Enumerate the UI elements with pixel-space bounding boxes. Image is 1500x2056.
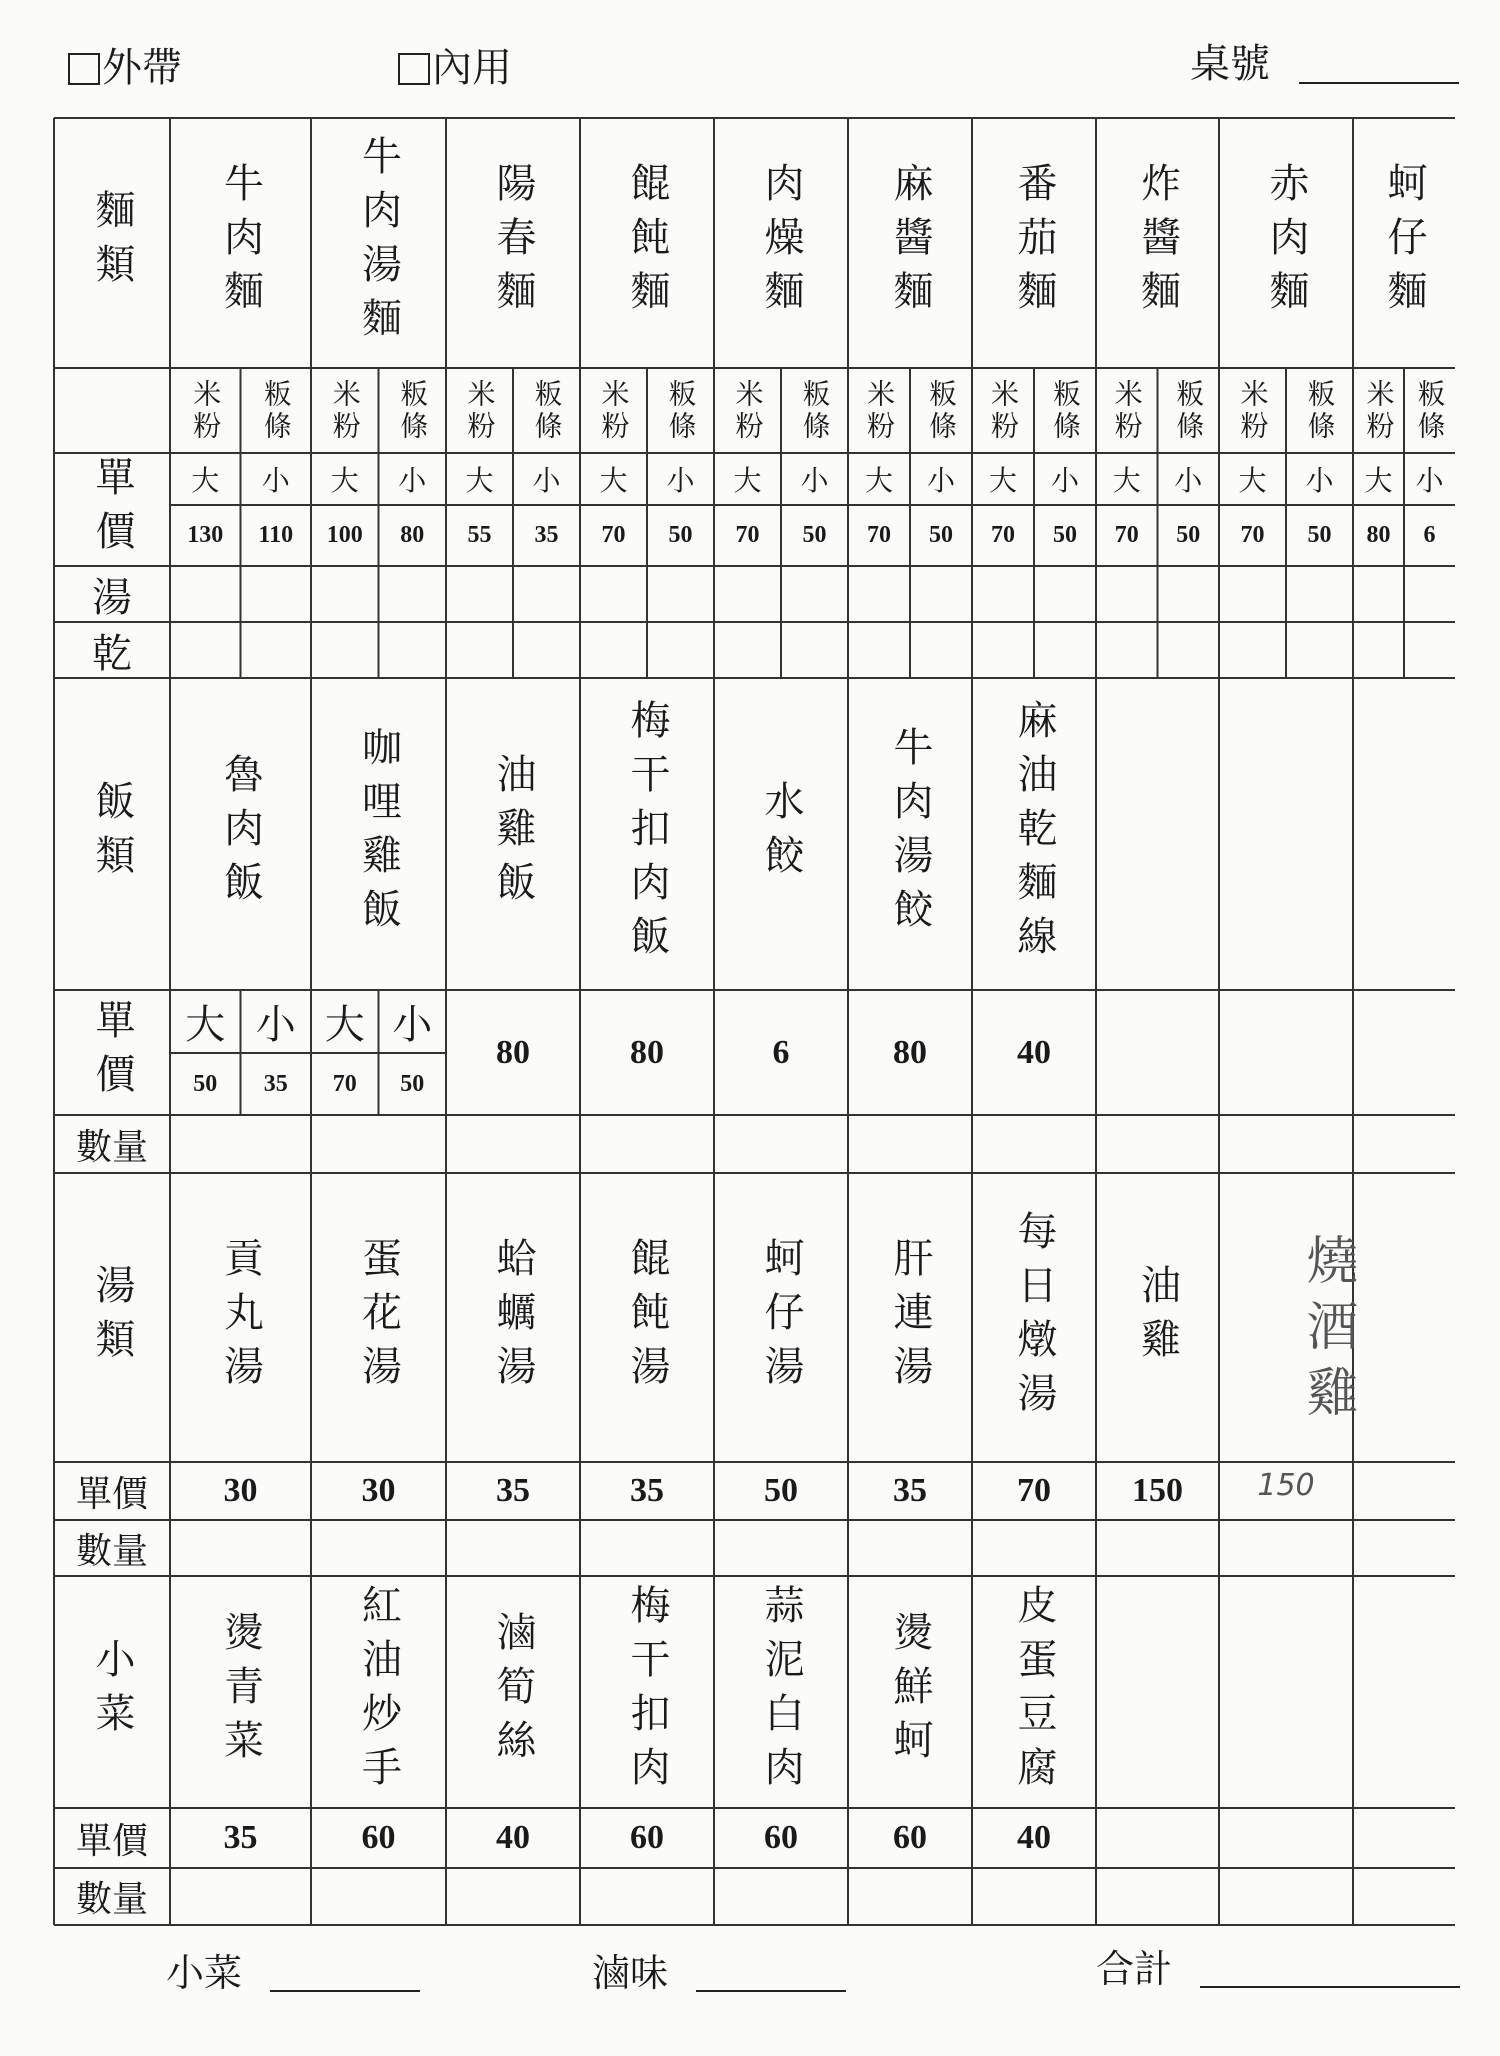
rice-item-name: 魯肉飯 (217, 753, 264, 915)
side-qty-cell[interactable] (446, 1868, 580, 1925)
side-item-name: 燙鮮蚵 (887, 1611, 933, 1773)
noodle-type-label: 粄條 (259, 378, 293, 443)
rice-size-label: 大 (324, 1002, 365, 1048)
rice-size-label: 小 (392, 1002, 433, 1048)
rice-price: 50 (400, 1070, 425, 1097)
noodle-soup-qty-cell[interactable] (513, 566, 580, 622)
grand-total-field[interactable] (1200, 1986, 1460, 1988)
side-qty-cell[interactable] (1219, 1868, 1353, 1925)
noodle-price: 130 (187, 522, 224, 548)
noodle-price: 50 (1176, 522, 1201, 548)
noodle-price: 80 (1366, 522, 1391, 548)
noodle-type-label: 粄條 (1413, 378, 1447, 443)
noodle-price: 50 (802, 522, 827, 548)
noodle-item-name: 陽春麵 (490, 162, 536, 324)
rice-qty-cell[interactable] (1219, 1115, 1353, 1173)
noodle-price: 80 (400, 522, 425, 548)
noodle-type-label: 米粉 (463, 378, 497, 443)
noodle-type-label: 粄條 (1049, 378, 1082, 443)
noodle-soup-qty-cell[interactable] (311, 566, 379, 622)
noodle-soup-qty-cell[interactable] (1219, 566, 1286, 622)
soup-price: 70 (1017, 1472, 1051, 1509)
noodle-size-label: 大 (191, 464, 220, 497)
soup-qty-cell[interactable] (446, 1520, 580, 1576)
noodle-type-label: 粄條 (1172, 378, 1206, 443)
rice-price-label: 單價 (89, 998, 135, 1107)
soup-handwritten-price: 150 (1257, 1468, 1315, 1503)
side-item-name: 燙青菜 (217, 1611, 264, 1773)
soup-qty-label: 數量 (75, 1530, 148, 1572)
side-item-name: 紅油炒手 (355, 1584, 402, 1800)
noodle-price: 6 (1423, 522, 1436, 548)
side-price: 35 (223, 1819, 258, 1856)
braised-total (592, 1951, 846, 1995)
side-qty-cell[interactable] (714, 1868, 848, 1925)
soup-item-name: 油雞 (1134, 1263, 1181, 1372)
noodle-soup-qty-cell[interactable] (647, 566, 714, 622)
noodle-dry-qty-cell[interactable] (1096, 622, 1158, 678)
soup-qty-cell[interactable] (848, 1520, 972, 1576)
noodle-price: 50 (929, 522, 953, 548)
noodle-type-label: 粄條 (664, 378, 698, 443)
noodle-dry-qty-cell[interactable] (311, 622, 379, 678)
soup-item-name: 貢丸湯 (217, 1236, 264, 1399)
noodle-dry-qty-cell[interactable] (1219, 622, 1286, 678)
soup-price: 50 (764, 1472, 798, 1509)
noodle-item-name: 蚵仔麵 (1381, 162, 1427, 324)
rice-price: 80 (496, 1033, 530, 1071)
noodle-size-label: 大 (1112, 464, 1141, 497)
side-price-label: 單價 (75, 1820, 148, 1862)
rice-price: 80 (630, 1033, 664, 1071)
soup-qty-cell[interactable] (714, 1520, 848, 1576)
rice-price: 80 (893, 1033, 927, 1071)
rice-qty-cell[interactable] (170, 1115, 311, 1173)
side-price: 60 (893, 1819, 927, 1856)
noodle-soup-qty-cell[interactable] (1353, 566, 1404, 622)
noodle-dry-label: 乾 (92, 630, 132, 677)
noodle-price-label: 單價 (89, 455, 135, 564)
noodle-soup-qty-cell[interactable] (910, 566, 972, 622)
dine-in-label: 內用 (432, 45, 512, 91)
noodle-size-label: 小 (532, 464, 561, 497)
noodle-soup-qty-cell[interactable] (972, 566, 1034, 622)
soup-qty-cell[interactable] (1353, 1520, 1455, 1576)
side-item-name: 梅干扣肉 (624, 1584, 670, 1800)
noodle-dry-qty-cell[interactable] (513, 622, 580, 678)
rice-item-name: 咖哩雞飯 (355, 726, 402, 942)
noodle-type-label: 粄條 (925, 378, 958, 443)
noodle-price: 70 (735, 522, 760, 548)
noodle-category-label: 麵類 (89, 189, 135, 297)
side-category-label: 小菜 (89, 1638, 135, 1746)
noodle-size-label: 大 (988, 464, 1017, 497)
side-qty-cell[interactable] (972, 1868, 1096, 1925)
noodle-price: 70 (1114, 522, 1139, 548)
noodle-dry-qty-cell[interactable] (446, 622, 513, 678)
side-price: 40 (496, 1819, 530, 1856)
side-qty-cell[interactable] (170, 1868, 311, 1925)
noodle-size-label: 小 (1174, 464, 1203, 497)
soup-qty-cell[interactable] (972, 1520, 1096, 1576)
noodle-price: 55 (467, 522, 492, 548)
side-qty-cell[interactable] (1096, 1868, 1219, 1925)
takeout-label: 外帶 (102, 45, 182, 91)
rice-item-name: 油雞飯 (490, 753, 536, 915)
soup-qty-cell[interactable] (170, 1520, 311, 1576)
noodle-soup-qty-cell[interactable] (1404, 566, 1455, 622)
noodle-dry-qty-cell[interactable] (1286, 622, 1353, 678)
rice-item-name: 麻油乾麵線 (1011, 699, 1057, 969)
noodle-price: 70 (601, 522, 626, 548)
noodle-dry-qty-cell[interactable] (1404, 622, 1455, 678)
noodle-item-name: 牛肉湯麵 (355, 135, 402, 351)
noodle-type-label: 米粉 (1236, 378, 1270, 443)
noodle-size-label: 大 (330, 464, 359, 497)
noodle-soup-label: 湯 (92, 574, 132, 621)
noodle-size-label: 大 (733, 464, 762, 497)
rice-size-label: 小 (255, 1002, 296, 1048)
noodle-soup-qty-cell[interactable] (379, 566, 447, 622)
soup-price: 35 (630, 1472, 664, 1509)
noodle-type-label: 粄條 (396, 378, 430, 443)
soup-price: 150 (1132, 1472, 1183, 1509)
noodle-dry-qty-cell[interactable] (1034, 622, 1096, 678)
rice-qty-cell[interactable] (848, 1115, 972, 1173)
braised-total-label: 滷味 (592, 1951, 669, 1995)
noodle-item-name: 牛肉麵 (217, 162, 264, 324)
soup-price: 30 (223, 1472, 258, 1509)
noodle-price: 110 (258, 522, 294, 548)
noodle-type-label: 粄條 (530, 378, 564, 443)
soup-price-label: 單價 (75, 1473, 148, 1515)
noodle-size-label: 大 (599, 464, 628, 497)
soup-item-name: 蚵仔湯 (758, 1236, 804, 1399)
noodle-price: 35 (534, 522, 559, 548)
noodle-type-label: 米粉 (863, 378, 896, 443)
soup-category-label: 湯類 (89, 1263, 135, 1372)
rice-price: 40 (1017, 1033, 1051, 1071)
rice-price: 35 (263, 1070, 288, 1097)
noodle-dry-qty-cell[interactable] (379, 622, 447, 678)
side-item-name: 滷筍絲 (490, 1611, 536, 1773)
noodle-size-label: 大 (864, 464, 893, 497)
soup-qty-cell[interactable] (1096, 1520, 1219, 1576)
noodle-type-label: 米粉 (987, 378, 1020, 443)
noodle-dry-qty-cell[interactable] (580, 622, 647, 678)
noodle-price: 50 (1053, 522, 1077, 548)
noodle-price: 50 (1307, 522, 1332, 548)
side-qty-cell[interactable] (580, 1868, 714, 1925)
noodle-soup-qty-cell[interactable] (781, 566, 848, 622)
rice-size-label: 大 (185, 1002, 226, 1048)
rice-qty-label: 數量 (75, 1126, 148, 1168)
soup-qty-cell[interactable] (580, 1520, 714, 1576)
noodle-size-label: 小 (800, 464, 829, 497)
side-dish-total-field[interactable] (270, 1990, 420, 1992)
noodle-size-label: 大 (1238, 464, 1267, 497)
noodle-item-name: 麻醬麵 (887, 162, 933, 324)
noodle-dry-qty-cell[interactable] (1353, 622, 1404, 678)
side-item-name: 皮蛋豆腐 (1011, 1584, 1057, 1800)
noodle-soup-qty-cell[interactable] (1034, 566, 1096, 622)
soup-handwritten-item: 燒酒雞 (1297, 1232, 1357, 1431)
noodle-type-label: 米粉 (1362, 378, 1396, 443)
noodle-soup-qty-cell[interactable] (1158, 566, 1220, 622)
noodle-type-label: 米粉 (189, 378, 223, 443)
soup-price: 35 (893, 1472, 927, 1509)
noodle-type-label: 米粉 (328, 378, 362, 443)
soup-price: 30 (361, 1472, 396, 1509)
noodle-price: 50 (668, 522, 693, 548)
noodle-size-label: 小 (261, 464, 290, 497)
table-number-label: 桌號 (1190, 41, 1270, 87)
noodle-dry-qty-cell[interactable] (1158, 622, 1220, 678)
noodle-size-label: 小 (926, 464, 955, 497)
noodle-dry-qty-cell[interactable] (241, 622, 312, 678)
noodle-dry-qty-cell[interactable] (714, 622, 781, 678)
noodle-soup-qty-cell[interactable] (1096, 566, 1158, 622)
noodle-type-label: 粄條 (798, 378, 832, 443)
rice-category-label: 飯類 (89, 780, 135, 888)
rice-item-name: 牛肉湯餃 (887, 726, 933, 942)
rice-item-name: 梅干扣肉飯 (624, 699, 670, 969)
noodle-size-label: 大 (465, 464, 494, 497)
noodle-type-label: 粄條 (1303, 378, 1337, 443)
noodle-item-name: 炸醬麵 (1134, 162, 1181, 324)
noodle-type-label: 米粉 (597, 378, 631, 443)
side-dish-total (166, 1951, 420, 1995)
noodle-size-label: 小 (398, 464, 427, 497)
rice-qty-cell[interactable] (580, 1115, 714, 1173)
noodle-price: 70 (991, 522, 1015, 548)
noodle-item-name: 餛飩麵 (624, 162, 670, 324)
noodle-size-label: 大 (1364, 464, 1393, 497)
noodle-dry-qty-cell[interactable] (910, 622, 972, 678)
side-price: 60 (361, 1819, 396, 1856)
soup-qty-cell[interactable] (1219, 1520, 1353, 1576)
rice-item-name: 水餃 (758, 780, 804, 888)
grand-total-label: 合計 (1096, 1947, 1173, 1991)
side-price: 60 (630, 1819, 664, 1856)
side-qty-cell[interactable] (1353, 1868, 1455, 1925)
rice-price: 50 (193, 1070, 218, 1097)
noodle-price: 100 (326, 522, 363, 548)
noodle-soup-qty-cell[interactable] (848, 566, 910, 622)
soup-qty-cell[interactable] (311, 1520, 446, 1576)
soup-item-name: 蛋花湯 (355, 1236, 402, 1399)
rice-price: 6 (772, 1033, 790, 1071)
soup-item-name: 肝連湯 (887, 1236, 933, 1399)
noodle-item-name: 肉燥麵 (758, 162, 804, 324)
soup-price: 35 (496, 1472, 530, 1509)
rice-qty-cell[interactable] (972, 1115, 1096, 1173)
noodle-soup-qty-cell[interactable] (170, 566, 241, 622)
rice-qty-cell[interactable] (311, 1115, 446, 1173)
rice-qty-cell[interactable] (714, 1115, 848, 1173)
noodle-dry-qty-cell[interactable] (972, 622, 1034, 678)
braised-total-field[interactable] (696, 1990, 846, 1992)
noodle-soup-qty-cell[interactable] (1286, 566, 1353, 622)
noodle-size-label: 小 (1050, 464, 1079, 497)
soup-item-name: 蛤蠣湯 (490, 1236, 536, 1399)
soup-item-name: 餛飩湯 (624, 1236, 670, 1399)
noodle-item-name: 番茄麵 (1011, 162, 1057, 324)
side-price: 40 (1017, 1819, 1051, 1856)
noodle-price: 70 (1240, 522, 1265, 548)
noodle-type-label: 米粉 (731, 378, 765, 443)
noodle-size-label: 小 (1415, 464, 1444, 497)
soup-item-name: 每日燉湯 (1011, 1209, 1057, 1426)
rice-qty-cell[interactable] (1353, 1115, 1455, 1173)
noodle-soup-qty-cell[interactable] (580, 566, 647, 622)
rice-qty-cell[interactable] (1096, 1115, 1219, 1173)
noodle-dry-qty-cell[interactable] (848, 622, 910, 678)
rice-qty-cell[interactable] (446, 1115, 580, 1173)
noodle-dry-qty-cell[interactable] (170, 622, 241, 678)
side-price: 60 (764, 1819, 798, 1856)
noodle-dry-qty-cell[interactable] (647, 622, 714, 678)
noodle-soup-qty-cell[interactable] (446, 566, 513, 622)
side-dish-total-label: 小菜 (166, 1951, 243, 1995)
noodle-price: 70 (867, 522, 891, 548)
noodle-size-label: 小 (666, 464, 695, 497)
noodle-type-label: 米粉 (1110, 378, 1144, 443)
noodle-soup-qty-cell[interactable] (241, 566, 312, 622)
side-qty-cell[interactable] (848, 1868, 972, 1925)
grand-total (1096, 1947, 1460, 1991)
noodle-size-label: 小 (1305, 464, 1334, 497)
side-qty-cell[interactable] (311, 1868, 446, 1925)
side-qty-label: 數量 (75, 1879, 148, 1920)
noodle-dry-qty-cell[interactable] (781, 622, 848, 678)
noodle-soup-qty-cell[interactable] (714, 566, 781, 622)
rice-price: 70 (332, 1070, 357, 1097)
side-item-name: 蒜泥白肉 (758, 1584, 804, 1800)
noodle-item-name: 赤肉麵 (1263, 162, 1309, 324)
